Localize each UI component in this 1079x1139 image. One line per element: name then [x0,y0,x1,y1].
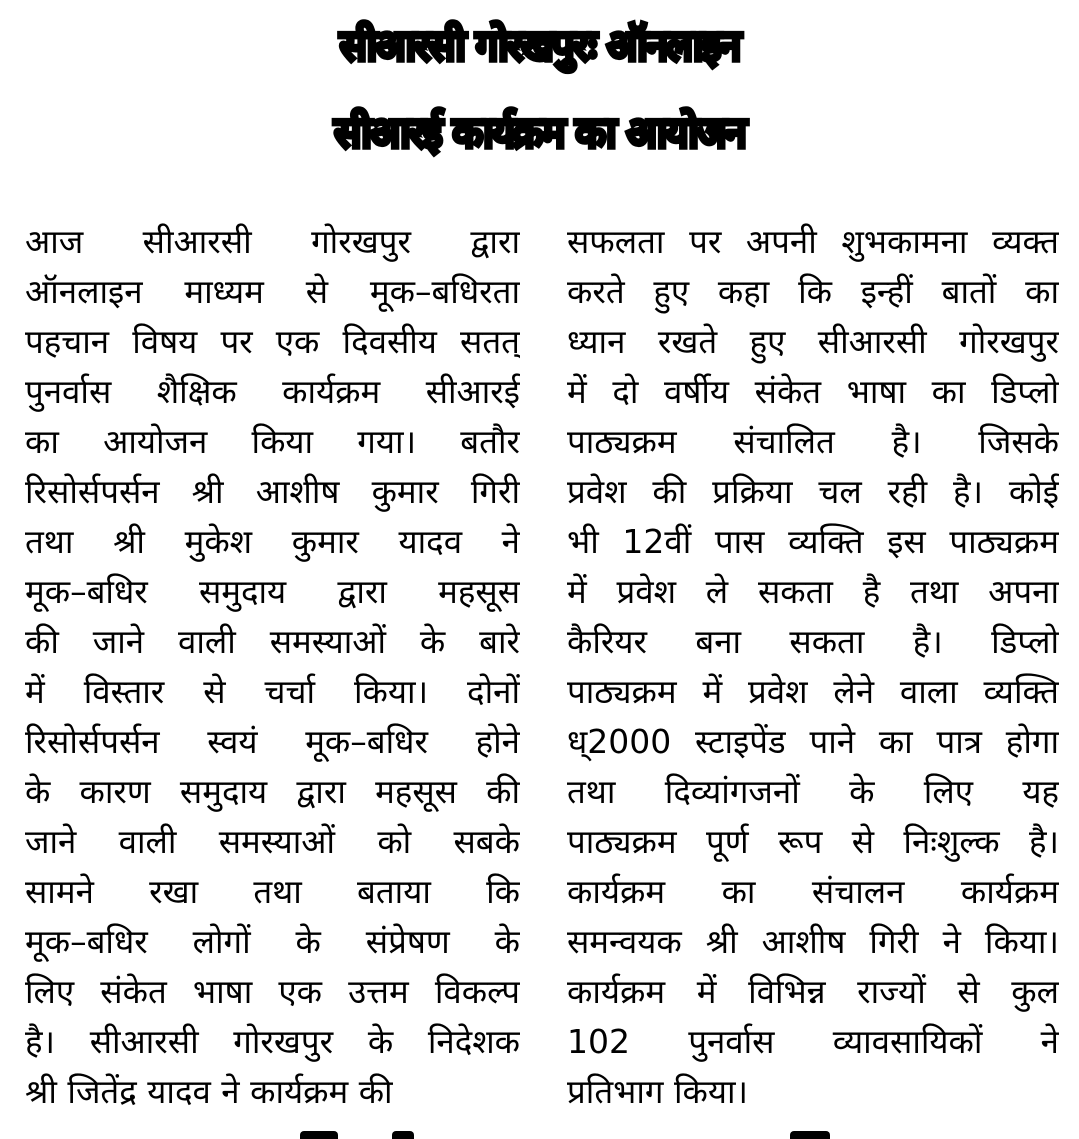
clipped-glyph [392,1131,414,1139]
article-line: तथा दिव्यांगजनों के लिए यह [567,772,1059,811]
article-line: रिसोर्सपर्सन स्वयं मूक–बधिर होने [25,722,520,761]
article-line: भी 12वीं पास व्यक्ति इस पाठ्यक्रम [567,522,1059,561]
article-line: जाने वाली समस्याओं को सबके [25,822,520,861]
article-line: ऑनलाइन माध्यम से मूक–बधिरता [25,272,520,311]
article-line: 102 पुनर्वास व्यावसायिकों ने [567,1022,1059,1061]
article-line: कार्यक्रम में विभिन्न राज्यों से कुल [567,972,1059,1011]
article-line: पहचान विषय पर एक दिवसीय सतत् [25,322,520,361]
article-line: पाठ्यक्रम संचालित है। जिसके [567,422,1059,461]
article-line: का आयोजन किया गया। बतौर [25,422,520,461]
article-line: ध्यान रखते हुए सीआरसी गोरखपुर [567,322,1059,361]
article-left-column [25,217,520,1117]
next-headline-fragment [0,1127,1079,1139]
article-line: मूक–बधिर समुदाय द्वारा महसूस [25,572,520,611]
article-line: कार्यक्रम का संचालन कार्यक्रम [567,872,1059,911]
article-line: सामने रखा तथा बताया कि [25,872,520,911]
clipped-glyph [790,1131,830,1139]
article-line: पाठ्यक्रम पूर्ण रूप से निःशुल्क है। [567,822,1059,861]
article-line: मूक–बधिर लोगों के संप्रेषण के [25,922,520,961]
article-line: श्री जितेंद्र यादव ने कार्यक्रम की [25,1072,393,1111]
article-line: में दो वर्षीय संकेत भाषा का डिप्लो [567,372,1059,411]
article-line: पाठ्यक्रम में प्रवेश लेने वाला व्यक्ति [567,672,1059,711]
article-line: रिसोर्सपर्सन श्री आशीष कुमार गिरी [25,472,520,511]
article-line: कैरियर बना सकता है। डिप्लो [567,622,1059,661]
article-line: सफलता पर अपनी शुभकामना व्यक्त [567,222,1059,261]
article-line: करते हुए कहा कि इन्हीं बातों का [567,272,1059,311]
article-line: प्रवेश की प्रक्रिया चल रही है। कोई [567,472,1059,511]
headline-line-1: सीआरसी गोरखपुरः ऑनलाइन [339,21,740,71]
article-line: की जाने वाली समस्याओं के बारे [25,622,520,661]
article-line: प्रतिभाग किया। [567,1072,749,1111]
article-right-column [567,217,1059,1117]
article-line: तथा श्री मुकेश कुमार यादव ने [25,522,520,561]
article-line: समन्वयक श्री आशीष गिरी ने किया। [567,922,1059,961]
article-line: में प्रवेश ले सकता है तथा अपना [567,572,1059,611]
article-line: आज सीआरसी गोरखपुर द्वारा [25,222,520,261]
article-line: ध्2000 स्टाइपेंड पाने का पात्र होगा [567,722,1059,761]
clipped-glyph [300,1131,338,1139]
article-line: में विस्तार से चर्चा किया। दोनों [25,672,520,711]
article-line: है। सीआरसी गोरखपुर के निदेशक [25,1022,520,1061]
article-line: के कारण समुदाय द्वारा महसूस की [25,772,520,811]
headline-line-2: सीआरई कार्यक्रम का आयोजन [334,108,745,158]
article-line: लिए संकेत भाषा एक उत्तम विकल्प [25,972,520,1011]
article-line: पुनर्वास शैक्षिक कार्यक्रम सीआरई [25,372,520,411]
